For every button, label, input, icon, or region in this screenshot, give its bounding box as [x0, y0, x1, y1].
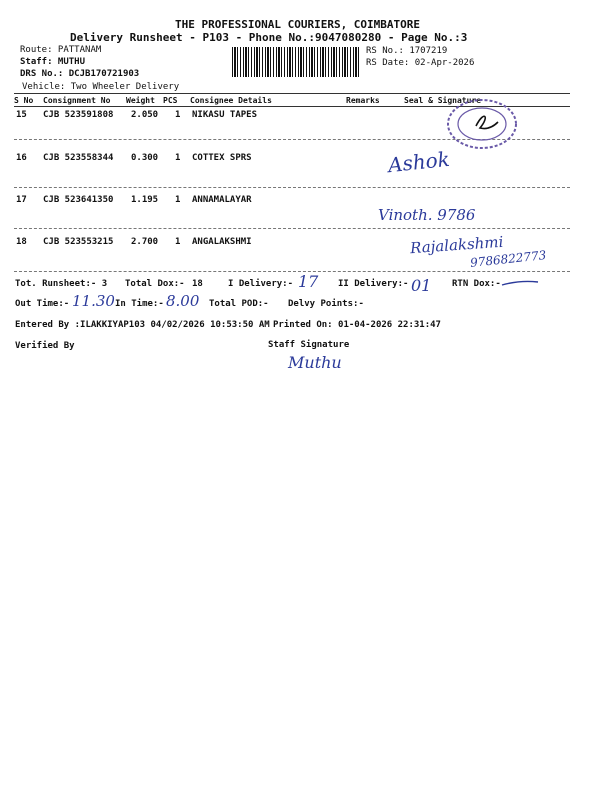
ii-delivery-label: II Delivery:- [338, 279, 409, 289]
row-sno: 18 [16, 237, 27, 247]
row18-phone: 9786822773 [469, 248, 547, 270]
in-time-label: In Time:- [115, 299, 164, 309]
row-weight: 2.700 [131, 237, 159, 247]
col-consignee: Consignee Details [190, 96, 272, 105]
rtn-dox-label: RTN Dox:- [452, 279, 501, 289]
row-consignment: CJB 523591808 [43, 110, 114, 120]
col-weight: Weight [126, 96, 155, 105]
drs-number: DRS No.: DCJB170721903 [20, 69, 140, 79]
row16-signature: Ashok [386, 146, 451, 178]
rs-number: RS No.: 1707219 [366, 46, 448, 56]
row17-signature: Vinoth. 9786 [378, 206, 476, 224]
total-pod-label: Total POD:- [209, 299, 269, 309]
row-pcs: 1 [175, 237, 181, 247]
row18-signature: Rajalakshmi [409, 232, 504, 258]
staff-signature-label: Staff Signature [268, 340, 350, 350]
out-time-label: Out Time:- [15, 299, 70, 309]
row-consignee: ANGALAKSHMI [192, 237, 252, 247]
company-name: THE PROFESSIONAL COURIERS, COIMBATORE [175, 18, 421, 31]
delvy-points-label: Delvy Points:- [288, 299, 364, 309]
rs-date: RS Date: 02-Apr-2026 [366, 58, 475, 68]
row-consignment: CJB 523553215 [43, 237, 114, 247]
row-consignee: ANNAMALAYAR [192, 195, 252, 205]
row-consignment: CJB 523558344 [43, 153, 114, 163]
entered-by: Entered By :ILAKKIYAP103 04/02/2026 10:53:50 AM [15, 320, 270, 330]
row-consignment: CJB 523641350 [43, 195, 114, 205]
out-time-value: 11.30 [72, 292, 115, 310]
row-divider [14, 228, 570, 229]
barcode [232, 47, 360, 77]
row-weight: 2.050 [131, 110, 159, 120]
col-sno: S No [14, 96, 34, 105]
rtn-dox-dash [500, 278, 540, 288]
row-sno: 17 [16, 195, 27, 205]
runsheet-title: Delivery Runsheet - P103 - Phone No.:9047080280 - Page No.:3 [70, 31, 468, 44]
total-dox-value: 18 [192, 279, 203, 289]
row-pcs: 1 [175, 153, 181, 163]
row-consignee: NIKASU TAPES [192, 110, 258, 120]
col-remarks: Remarks [346, 96, 380, 105]
col-consignment: Consignment No [43, 96, 111, 105]
ii-delivery-value: 01 [411, 276, 432, 295]
i-delivery-label: I Delivery:- [228, 279, 294, 289]
row-weight: 0.300 [131, 153, 159, 163]
verified-by: Verified By [15, 341, 75, 351]
total-dox-label: Total Dox:- [125, 279, 185, 289]
row-pcs: 1 [175, 195, 181, 205]
row-pcs: 1 [175, 110, 181, 120]
seal-stamp [440, 96, 522, 154]
route: Route: PATTANAM [20, 45, 102, 55]
row-consignee: COTTEX SPRS [192, 153, 252, 163]
col-pcs: PCS [163, 96, 178, 105]
row-weight: 1.195 [131, 195, 159, 205]
row-sno: 15 [16, 110, 27, 120]
staff: Staff: MUTHU [20, 57, 86, 67]
staff-signature: Muthu [288, 353, 342, 372]
col-seal-signature: Seal & Signature [404, 96, 482, 105]
tot-runsheet: Tot. Runsheet:- 3 [15, 279, 108, 289]
row-divider [14, 271, 570, 272]
i-delivery-value: 17 [298, 272, 319, 291]
printed-on: Printed On: 01-04-2026 22:31:47 [273, 320, 441, 330]
header-rule-top [14, 93, 570, 94]
vehicle: Vehicle: Two Wheeler Delivery [22, 82, 180, 92]
row-sno: 16 [16, 153, 27, 163]
in-time-value: 8.00 [166, 292, 200, 310]
row-divider [14, 187, 570, 188]
